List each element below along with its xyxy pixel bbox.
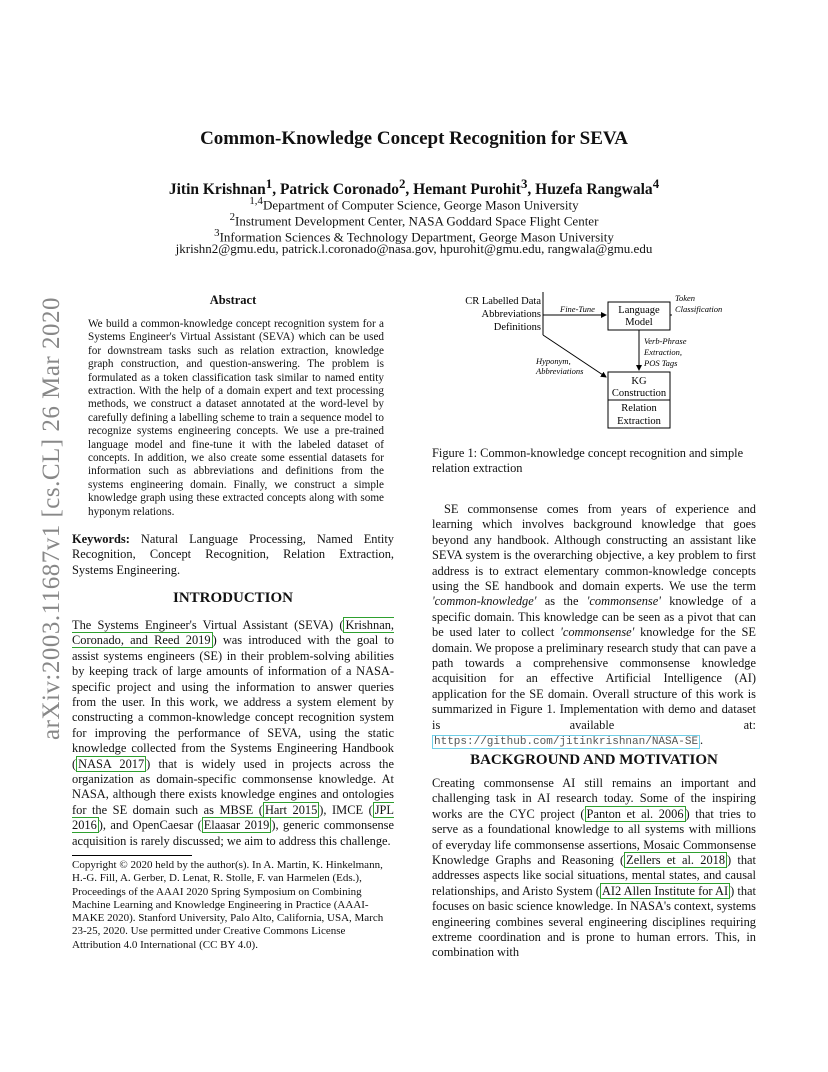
background-paragraph: Creating commonsense AI still remains an important and challenging task in AI research today. Some of the inspiring works are the CYC project ( Panton et al. 2006 ) that tries to serve as a foundational knowledge to all systems with millions of everyday life commonsense assertions, Mosaic Commonsense Knowledge Graphs and Reasoning ( Zellers et al. 2018 ) that addresses aspects like social situations, mental states, and causal relationships, and Aristo System ( AI2 Allen Institute for AI ) that focuses on basic science knowledge. In NASA's context, systems engineering combines several engineering disciplines requiring extreme coordination and is prone to human errors. This, in combination with [432, 776, 756, 960]
citation-link[interactable]: JPL 2016 [72, 802, 394, 833]
citation-link[interactable]: NASA 2017 [78, 756, 145, 771]
figure-1-diagram [460, 288, 760, 438]
fig-token-line1: Token [675, 293, 695, 303]
citation-link[interactable]: Panton et al. 2006 [586, 806, 684, 821]
abstract-heading: Abstract [209, 293, 257, 307]
fig-hyponym-line1: Hyponym, [536, 356, 571, 366]
arxiv-identifier: arXiv:2003.11687v1 [cs.CL] 26 Mar 2020 [38, 296, 65, 740]
fig-kg-line4: Extraction [617, 416, 661, 427]
keywords-text: Natural Language Processing, Named Entity Recognition, Concept Recognition, Relation Extraction, Systems Engineering. [72, 532, 394, 577]
footnote-rule [72, 855, 192, 856]
affiliation-2: $^2$Instrument Development Center, NASA Goddard Space Flight Center [229, 211, 599, 229]
paper-title: Common-Knowledge Concept Recognition for SEVA [200, 128, 628, 149]
body-paragraph-commonsense: SE commonsense comes from years of experience and learning which involves background knowledge that goes beyond any handbook. Although constructing an assistant like SEVA system is the overarching objective, a key problem to first address is to extract elementary common-knowledge concepts using the SE handbook and domain experts. We use the term 'common-knowledge' as the 'commonsense' knowledge of a specific domain. This knowledge can be seen as a pivot that can be used later to collect 'commonsense' knowledge for the SE domain. We propose a preliminary research study that can pave a path towards a comprehensive commonsense knowledge acquisition for an effective Artificial Intelligence (AI) application for the SE domain. Overall structure of this work is summarized in Figure 1. Implementation with demo and dataset is available at: https://github.com/jitinkrishnan/NASA-SE . [432, 502, 756, 749]
github-link[interactable]: https://github.com/jitinkrishnan/NASA-SE [434, 736, 699, 749]
fig-kg-line3: Relation [621, 403, 657, 414]
citation-link[interactable]: Krishnan, Coronado, and Reed 2019 [72, 618, 394, 648]
affiliation-1: $^{1,4}$Department of Computer Science, George Mason University [249, 195, 579, 213]
fig-lm-line2: Model [625, 317, 653, 328]
author-list: Jitin Krishnan$^1$, Patrick Coronado$^2$, Hemant Purohit$^3$, Huzefa Rangwala$^4$ [168, 176, 660, 199]
fig-verb-line3: POS Tags [644, 358, 678, 368]
fig-label-finetune: Fine-Tune [560, 304, 595, 314]
citation-link[interactable]: Hart 2015 [264, 802, 318, 817]
fig-input-abbrev: Abbreviations [481, 309, 541, 320]
keywords-label: Keywords: [72, 532, 130, 546]
fig-input-crdata: CR Labelled Data [465, 296, 541, 307]
intro-paragraph: The Systems Engineer's Virtual Assistant (SEVA) ( Krishnan, Coronado, and Reed 2019 ) was introduced with the goal to assist systems engineers (SE) in their problem-solving abilities by keeping track of large amounts of information of a NASA-specific project and using the information to answer queries from the user. In this work, we address a system element by constructing a common-knowledge concept recognition system for improving the performance of SEVA, using the static knowledge collected from the Systems Engineering Handbook ( NASA 2017 ) that is widely used in projects across the organization as domain-specific commonsense knowledge. At NASA, although there exists knowledge engines and ontologies for the SE domain such as MBSE ( Hart 2015 ), IMCE ( JPL 2016 ), and OpenCaesar ( Elaasar 2019 ), generic commonsense acquisition is rarely discussed; we aim to address this challenge. [72, 618, 395, 848]
fig-kg-line2: Construction [611, 388, 667, 399]
author-emails: jkrishn2@gmu.edu, patrick.l.coronado@nasa.gov, hpurohit@gmu.edu, rangwala@gmu.edu [175, 241, 653, 256]
fig-hyponym-line2: Abbreviations [536, 366, 584, 376]
fig-input-defs: Definitions [493, 322, 541, 333]
figure-caption: Figure 1: Common-knowledge concept recognition and simple relation extraction [432, 446, 744, 476]
abstract-text: We build a common-knowledge concept recognition system for a Systems Engineer's Virtual Assistant (SEVA) which can be used for downstream tasks such as relation extraction, knowledge graph construction, and question-answering. The problem is formulated as a token classification task similar to named entity extraction. With the help of a domain expert and text processing methods, we construct a dataset annotated at the word-level by carefully defining a labelling scheme to train a sequence model to recognize systems engineering concepts. We use a pre-trained language model and fine-tune it with the labeled dataset of concepts. In addition, we also create some essential datasets for information such as abbreviations and definitions from the systems engineering domain. Finally, we construct a simple knowledge graph using these extracted concepts along with some hyponym relations. [88, 318, 384, 518]
citation-link[interactable]: Elaasar 2019 [203, 818, 270, 833]
background-heading: BACKGROUND AND MOTIVATION [470, 752, 718, 768]
citation-link[interactable]: AI2 Allen Institute for AI [601, 883, 729, 898]
citation-link[interactable]: Zellers et al. 2018 [626, 853, 726, 868]
keywords [72, 532, 394, 578]
fig-verb-line1: Verb-Phrase [644, 336, 687, 346]
fig-verb-line2: Extraction, [644, 347, 683, 357]
copyright-footnote: Copyright © 2020 held by the author(s). In A. Martin, K. Hinkelmann, H.-G. Fill, A. Gerber, D. Lenat, R. Stolle, F. van Harmelen (Eds.), Proceedings of the AAAI 2020 Spring Symposium on Combining Machine Learning and Knowledge Engineering in Practice (AAAI-MAKE 2020). Stanford University, Palo Alto, California, USA, March 23-25, 2020. Use permitted under Creative Commons License Attribution 4.0 International (CC BY 4.0). [72, 859, 384, 951]
intro-heading: INTRODUCTION [172, 590, 293, 606]
fig-token-line2: Classification [675, 304, 723, 314]
fig-kg-line1: KG [631, 376, 647, 387]
affiliation-3: $^3$Information Sciences & Technology Department, George Mason University [214, 227, 614, 245]
fig-lm-line1: Language [618, 305, 660, 316]
